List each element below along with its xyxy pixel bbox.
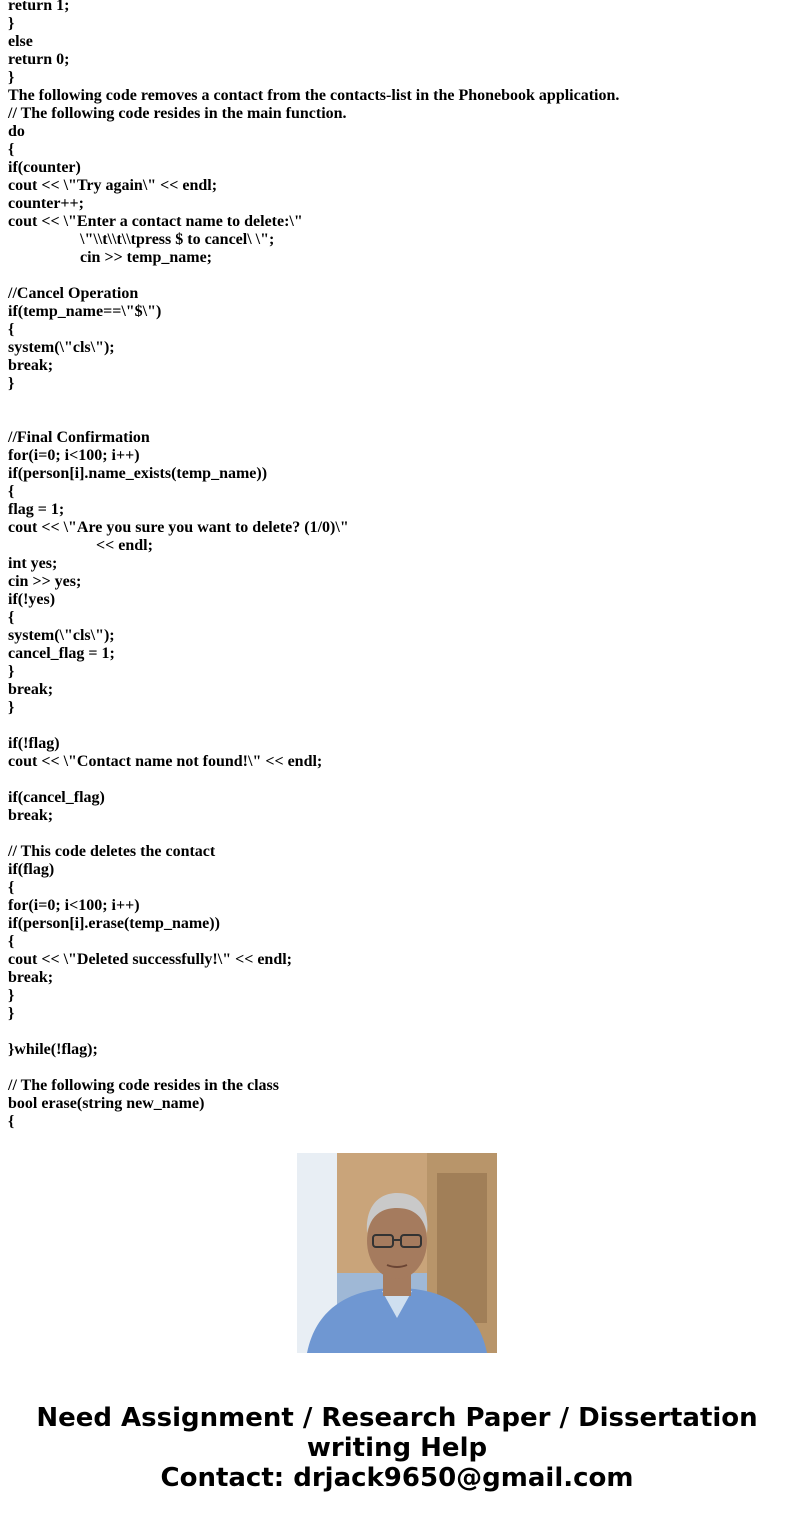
code-line: } xyxy=(8,15,15,32)
code-line: if(person[i].name_exists(temp_name)) xyxy=(8,465,268,482)
code-line: cout << \"Deleted successfully!\" << endl; xyxy=(8,951,292,968)
code-line: } xyxy=(8,69,15,86)
code-line: cancel_flag = 1; xyxy=(8,645,115,662)
code-line: break; xyxy=(8,681,54,698)
code-line: if(flag) xyxy=(8,861,55,878)
code-line: break; xyxy=(8,969,54,986)
code-line: for(i=0; i<100; i++) xyxy=(8,897,140,914)
code-line: do xyxy=(8,123,25,140)
code-line: bool erase(string new_name) xyxy=(8,1095,205,1112)
code-line: return 0; xyxy=(8,51,70,68)
code-line: if(!yes) xyxy=(8,591,56,608)
code-line: { xyxy=(8,879,15,896)
code-line: cout << \"Enter a contact name to delete:\" xyxy=(8,213,303,230)
code-line: { xyxy=(8,1113,15,1130)
code-line xyxy=(8,411,788,429)
code-line: } xyxy=(8,663,15,680)
code-line: { xyxy=(8,483,15,500)
code-line: //Final Confirmation xyxy=(8,429,150,446)
code-line: cin >> temp_name; xyxy=(8,249,212,266)
code-line: // The following code resides in the class xyxy=(8,1077,279,1094)
footer-line-2: writing Help xyxy=(306,1433,488,1463)
code-line: cin >> yes; xyxy=(8,573,82,590)
code-line: } xyxy=(8,1005,15,1022)
code-line: // The following code resides in the main function. xyxy=(8,105,347,122)
code-line: else xyxy=(8,33,33,50)
code-line: break; xyxy=(8,807,54,824)
code-line: { xyxy=(8,321,15,338)
code-line: return 1; xyxy=(8,0,70,14)
footer-contact xyxy=(0,1403,794,1493)
code-line: The following code removes a contact from the contacts-list in the Phonebook application. xyxy=(8,87,620,104)
code-line: counter++; xyxy=(8,195,84,212)
code-line: flag = 1; xyxy=(8,501,65,518)
code-line: if(person[i].erase(temp_name)) xyxy=(8,915,220,932)
code-line: }while(!flag); xyxy=(8,1041,98,1058)
code-line: //Cancel Operation xyxy=(8,285,139,302)
code-line: } xyxy=(8,987,15,1004)
code-line xyxy=(8,717,788,735)
code-line xyxy=(8,1059,788,1077)
code-line: } xyxy=(8,375,15,392)
code-line xyxy=(8,771,788,789)
code-line xyxy=(8,393,788,411)
code-line: system(\"cls\"); xyxy=(8,339,115,356)
code-line: if(counter) xyxy=(8,159,81,176)
code-line xyxy=(8,825,788,843)
code-line: if(!flag) xyxy=(8,735,60,752)
author-photo xyxy=(297,1153,497,1353)
code-line: if(cancel_flag) xyxy=(8,789,105,806)
code-line: } xyxy=(8,699,15,716)
code-line: system(\"cls\"); xyxy=(8,627,115,644)
code-line: cout << \"Are you sure you want to delete? (1/0)\" xyxy=(8,519,349,536)
code-line: { xyxy=(8,933,15,950)
code-line: // This code deletes the contact xyxy=(8,843,216,860)
code-line: if(temp_name==\"$\") xyxy=(8,303,162,320)
code-line xyxy=(8,267,788,285)
code-listing xyxy=(8,0,788,1130)
code-line: cout << \"Try again\" << endl; xyxy=(8,177,218,194)
code-line: cout << \"Contact name not found!\" << endl; xyxy=(8,753,323,770)
footer-line-3: Contact: drjack9650@gmail.com xyxy=(160,1463,634,1493)
code-line xyxy=(8,1023,788,1041)
code-line: for(i=0; i<100; i++) xyxy=(8,447,140,464)
code-line: { xyxy=(8,141,15,158)
code-line: int yes; xyxy=(8,555,58,572)
code-line: << endl; xyxy=(8,537,153,554)
footer-line-1: Need Assignment / Research Paper / Dissertation xyxy=(36,1403,758,1433)
avatar xyxy=(297,1153,497,1353)
code-line: { xyxy=(8,609,15,626)
code-line: \"\\t\\t\\tpress $ to cancel\ \"; xyxy=(8,231,275,248)
code-line: break; xyxy=(8,357,54,374)
